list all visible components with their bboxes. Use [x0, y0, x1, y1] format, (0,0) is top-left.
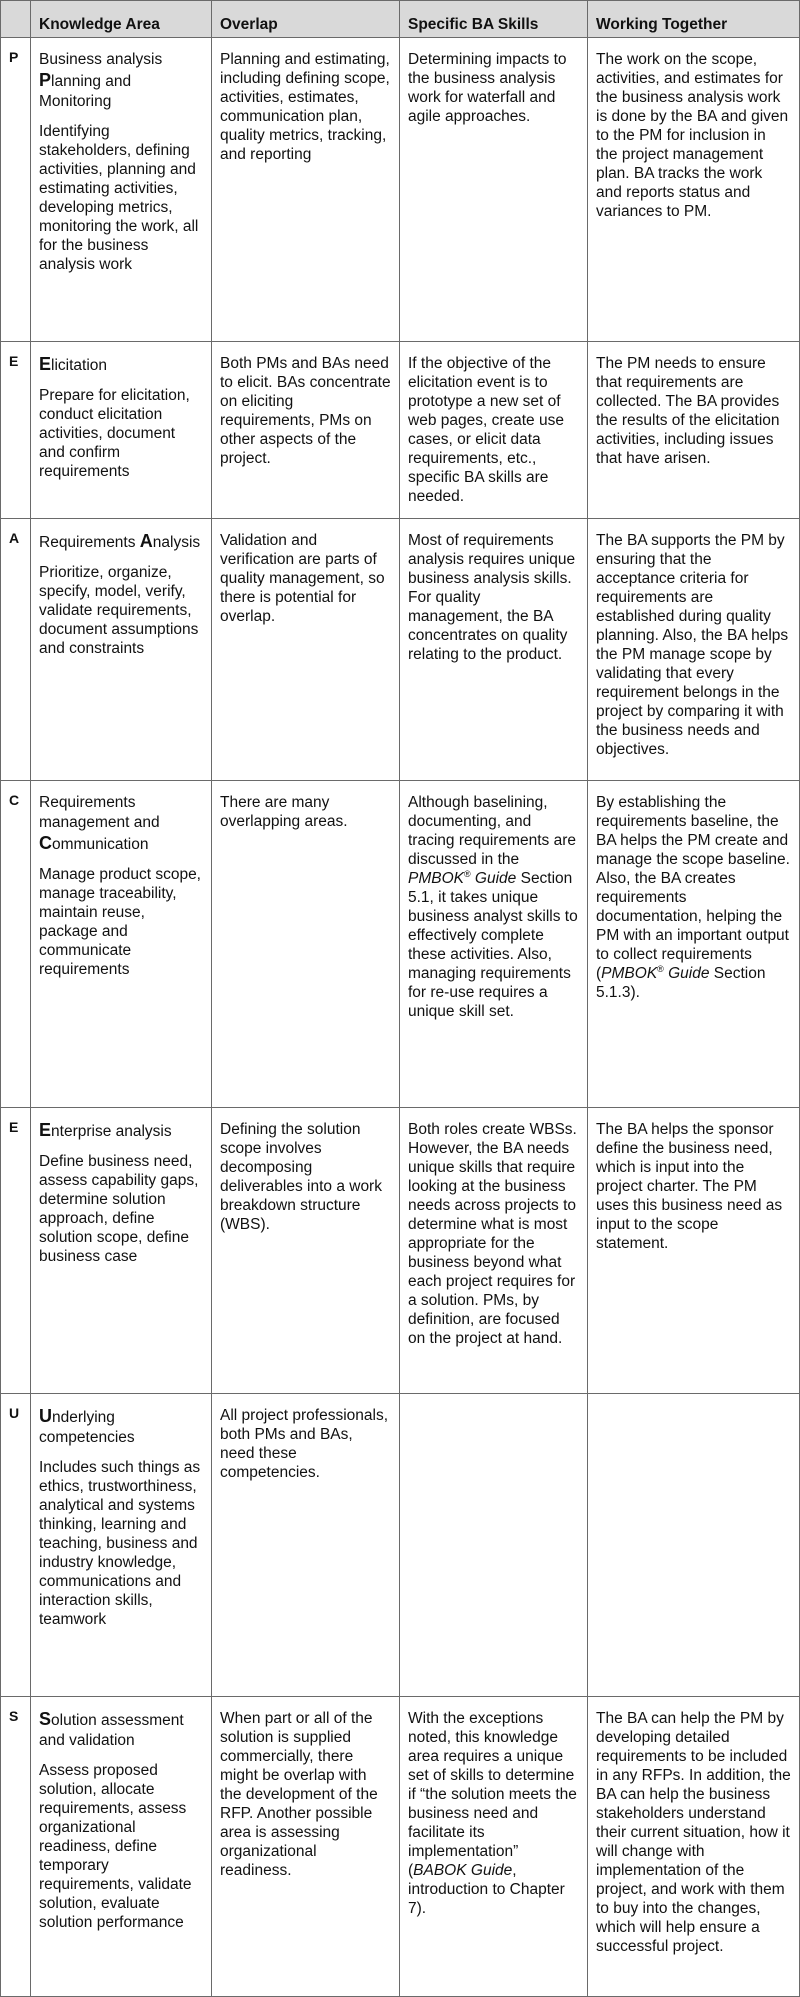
overlap-cell: All project professionals, both PMs and BAs, need these competencies. — [212, 1394, 400, 1697]
table-row-elicitation — [1, 342, 800, 519]
row-letter: E — [1, 342, 31, 519]
knowledge-area-title: Solution assessment and validation — [39, 1709, 184, 1749]
overlap-cell: When part or all of the solution is supplied commercially, there might be overlap with the development of the RFP. Another possible area is assessing organizational readiness. — [212, 1697, 400, 1997]
row-letter: A — [1, 519, 31, 781]
knowledge-area-title: Elicitation — [39, 354, 108, 374]
overlap-cell: There are many overlapping areas. — [212, 781, 400, 1108]
specific-ba-skills-cell: Most of requirements analysis requires unique business analysis skills. For quality management, the BA concentrates on quality relating to the product. — [400, 519, 588, 781]
knowledge-area-title: Enterprise analysis — [39, 1120, 172, 1140]
specific-ba-skills-cell: Determining impacts to the business analysis work for waterfall and agile approaches. — [400, 38, 588, 342]
header-specific-ba-skills: Specific BA Skills — [400, 1, 588, 38]
overlap-cell: Planning and estimating, including defining scope, activities, estimates, communication plan, quality metrics, tracking, and reporting — [212, 38, 400, 342]
knowledge-area-cell — [31, 1108, 212, 1394]
specific-ba-skills-cell: If the objective of the elicitation event is to prototype a new set of web pages, create use cases, or elicit data requirements, etc., specific BA skills are needed. — [400, 342, 588, 519]
table-row-requirements-analysis — [1, 519, 800, 781]
knowledge-area-cell — [31, 342, 212, 519]
knowledge-area-title: Requirements Analysis — [39, 531, 201, 551]
row-letter: C — [1, 781, 31, 1108]
table-row-solution-assessment — [1, 1697, 800, 1997]
header-letter — [1, 1, 31, 38]
table-row-requirements-management — [1, 781, 800, 1108]
overlap-cell: Both PMs and BAs need to elicit. BAs concentrate on eliciting requirements, PMs on other aspects of the project. — [212, 342, 400, 519]
row-letter: E — [1, 1108, 31, 1394]
specific-ba-skills-cell — [400, 1394, 588, 1697]
working-together-cell: By establishing the requirements baseline, the BA helps the PM create and manage the scope baseline. Also, the BA creates requirements documentation, helping the PM with an important output to collect requirements (PMBOK® Guide Section 5.1.3). — [588, 781, 800, 1108]
table-row-underlying-competencies — [1, 1394, 800, 1697]
specific-ba-skills-cell: With the exceptions noted, this knowledge area requires a unique set of skills to determine if “the solution meets the business need and facilitate its implementation” (BABOK Guide, introduction to Chapter 7). — [400, 1697, 588, 1997]
working-together-cell: The work on the scope, activities, and estimates for the business analysis work is done by the BA and given to the PM for inclusion in the project management plan. BA tracks the work and reports status and variances to PM. — [588, 38, 800, 342]
working-together-cell: The BA helps the sponsor define the business need, which is input into the project charter. The PM uses this business need as input to the scope statement. — [588, 1108, 800, 1394]
working-together-cell: The PM needs to ensure that requirements are collected. The BA provides the results of the elicitation activities, including issues that have arisen. — [588, 342, 800, 519]
specific-ba-skills-cell: Although baselining, documenting, and tracing requirements are discussed in the PMBOK® Guide Section 5.1, it takes unique business analyst skills to effectively complete these activities. Also, managing requirements for re-use requires a unique skill set. — [400, 781, 588, 1108]
knowledge-area-cell — [31, 1394, 212, 1697]
header-knowledge-area: Knowledge Area — [31, 1, 212, 38]
header-overlap: Overlap — [212, 1, 400, 38]
working-together-cell: The BA supports the PM by ensuring that the acceptance criteria for requirements are established during quality planning. Also, the BA helps the PM manage scope by validating that every requirement belongs in the project by comparing it with the business needs and objectives. — [588, 519, 800, 781]
working-together-cell: The BA can help the PM by developing detailed requirements to be included in any RFPs. In addition, the BA can help the business stakeholders understand their current situation, how it will change with implementation of the project, and work with them to buy into the changes, which will help ensure a successful project. — [588, 1697, 800, 1997]
table-row-planning-monitoring — [1, 38, 800, 342]
knowledge-area-description: Prioritize, organize, specify, model, verify, validate requirements, document assumptions and constraints — [39, 564, 199, 657]
row-letter: U — [1, 1394, 31, 1697]
header-working-together: Working Together — [588, 1, 800, 38]
row-letter: P — [1, 38, 31, 342]
knowledge-area-description: Prepare for elicitation, conduct elicitation activities, document and confirm requirements — [39, 387, 190, 480]
knowledge-area-description: Identifying stakeholders, defining activities, planning and estimating activities, developing metrics, monitoring the work, all for the business analysis work — [39, 123, 199, 273]
knowledge-area-description: Manage product scope, manage traceability, maintain reuse, package and communicate requirements — [39, 866, 201, 978]
knowledge-area-description: Assess proposed solution, allocate requirements, assess organizational readiness, define temporary requirements, validate solution, evaluate solution performance — [39, 1762, 192, 1931]
header-row — [1, 1, 800, 38]
working-together-cell — [588, 1394, 800, 1697]
knowledge-area-title: Requirements management and Communication — [39, 794, 160, 853]
knowledge-area-cell — [31, 781, 212, 1108]
knowledge-area-cell — [31, 1697, 212, 1997]
knowledge-area-title: Business analysis Planning and Monitoring — [39, 51, 163, 110]
overlap-cell: Validation and verification are parts of quality management, so there is potential for overlap. — [212, 519, 400, 781]
overlap-cell: Defining the solution scope involves decomposing deliverables into a work breakdown structure (WBS). — [212, 1108, 400, 1394]
knowledge-area-description: Define business need, assess capability gaps, determine solution approach, define solution scope, define business case — [39, 1153, 199, 1265]
knowledge-area-cell — [31, 519, 212, 781]
row-letter: S — [1, 1697, 31, 1997]
specific-ba-skills-cell: Both roles create WBSs. However, the BA needs unique skills that require looking at the business needs across projects to determine what is most appropriate for the business beyond what each project requires for a solution. PMs, by definition, are focused on the project at hand. — [400, 1108, 588, 1394]
knowledge-area-cell — [31, 38, 212, 342]
table-row-enterprise-analysis — [1, 1108, 800, 1394]
knowledge-area-description: Includes such things as ethics, trustworthiness, analytical and systems thinking, learning and teaching, business and industry knowledge, communications and interaction skills, teamwork — [39, 1459, 201, 1628]
knowledge-area-title: Underlying competencies — [39, 1406, 135, 1446]
